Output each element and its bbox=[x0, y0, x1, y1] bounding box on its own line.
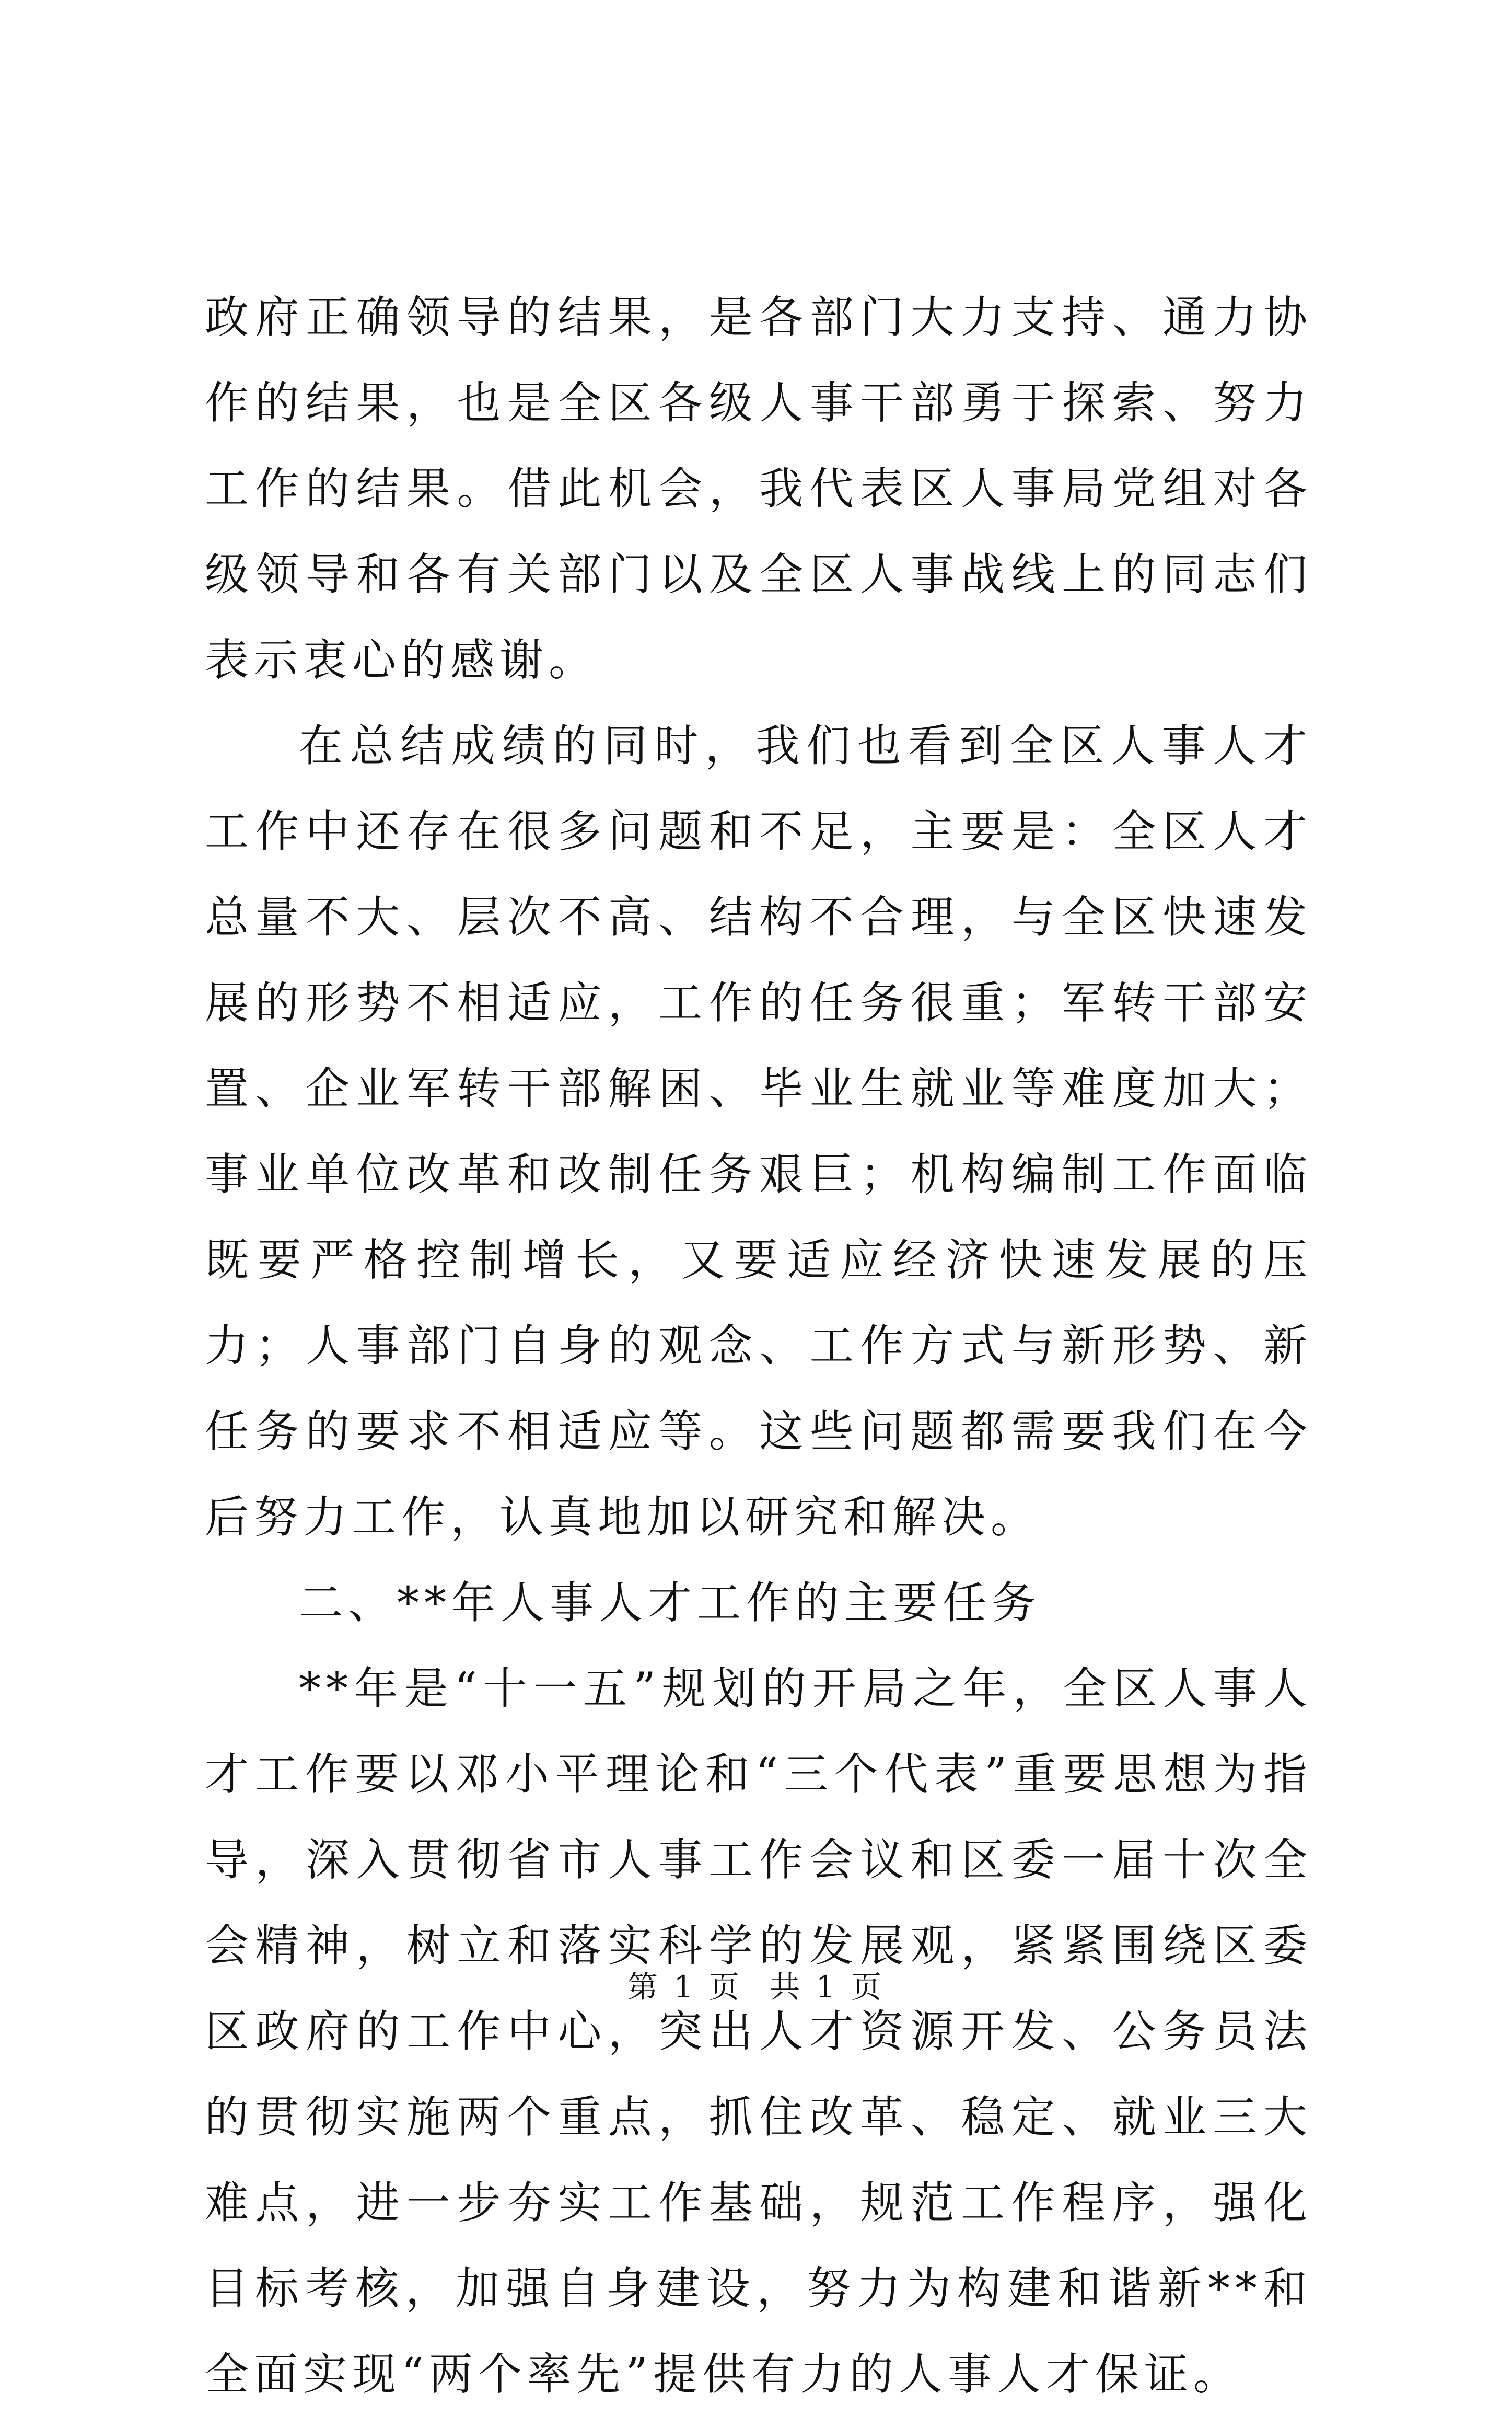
paragraph-problems: 在总结成绩的同时，我们也看到全区人事人才工作中还存在很多问题和不足，主要是：全区人才总量不大、层次不高、结构不合理，与全区快速发展的形势不相适应，工作的任务很重；军转干部安置、企业军转干部解困、毕业生就业等难度加大；事业单位改革和改制任务艰巨；机构编制工作面临既要严格控制增长，又要适应经济快速发展的压力；人事部门自身的观念、工作方式与新形势、新任务的要求不相适应等。这些问题都需要我们在今后努力工作，认真地加以研究和解决。 bbox=[205, 720, 1312, 1543]
page-total: 共 1 页 bbox=[770, 1969, 885, 2005]
document-body bbox=[205, 274, 1312, 2417]
section-heading: 二、**年人事人才工作的主要任务 bbox=[299, 1577, 1041, 1628]
page-number: 第 1 页 bbox=[627, 1969, 742, 2005]
page-footer bbox=[0, 1962, 1512, 2006]
paragraph-tasks: **年是“十一五”规划的开局之年，全区人事人才工作要以邓小平理论和“三个代表”重要思想为指导，深入贯彻省市人事工作会议和区委一届十次全会精神，树立和落实科学的发展观，紧紧围绕区委区政府的工作中心，突出人才资源开发、公务员法的贯彻实施两个重点，抓住改革、稳定、就业三大难点，进一步夯实工作基础，规范工作程序，强化目标考核，加强自身建设，努力为构建和谐新**和全面实现“两个率先”提供有力的人事人才保证。 bbox=[205, 1663, 1312, 2400]
paragraph-continued: 政府正确领导的结果，是各部门大力支持、通力协作的结果，也是全区各级人事干部勇于探索、努力工作的结果。借此机会，我代表区人事局党组对各级领导和各有关部门以及全区人事战线上的同志们表示衷心的感谢。 bbox=[205, 292, 1312, 686]
